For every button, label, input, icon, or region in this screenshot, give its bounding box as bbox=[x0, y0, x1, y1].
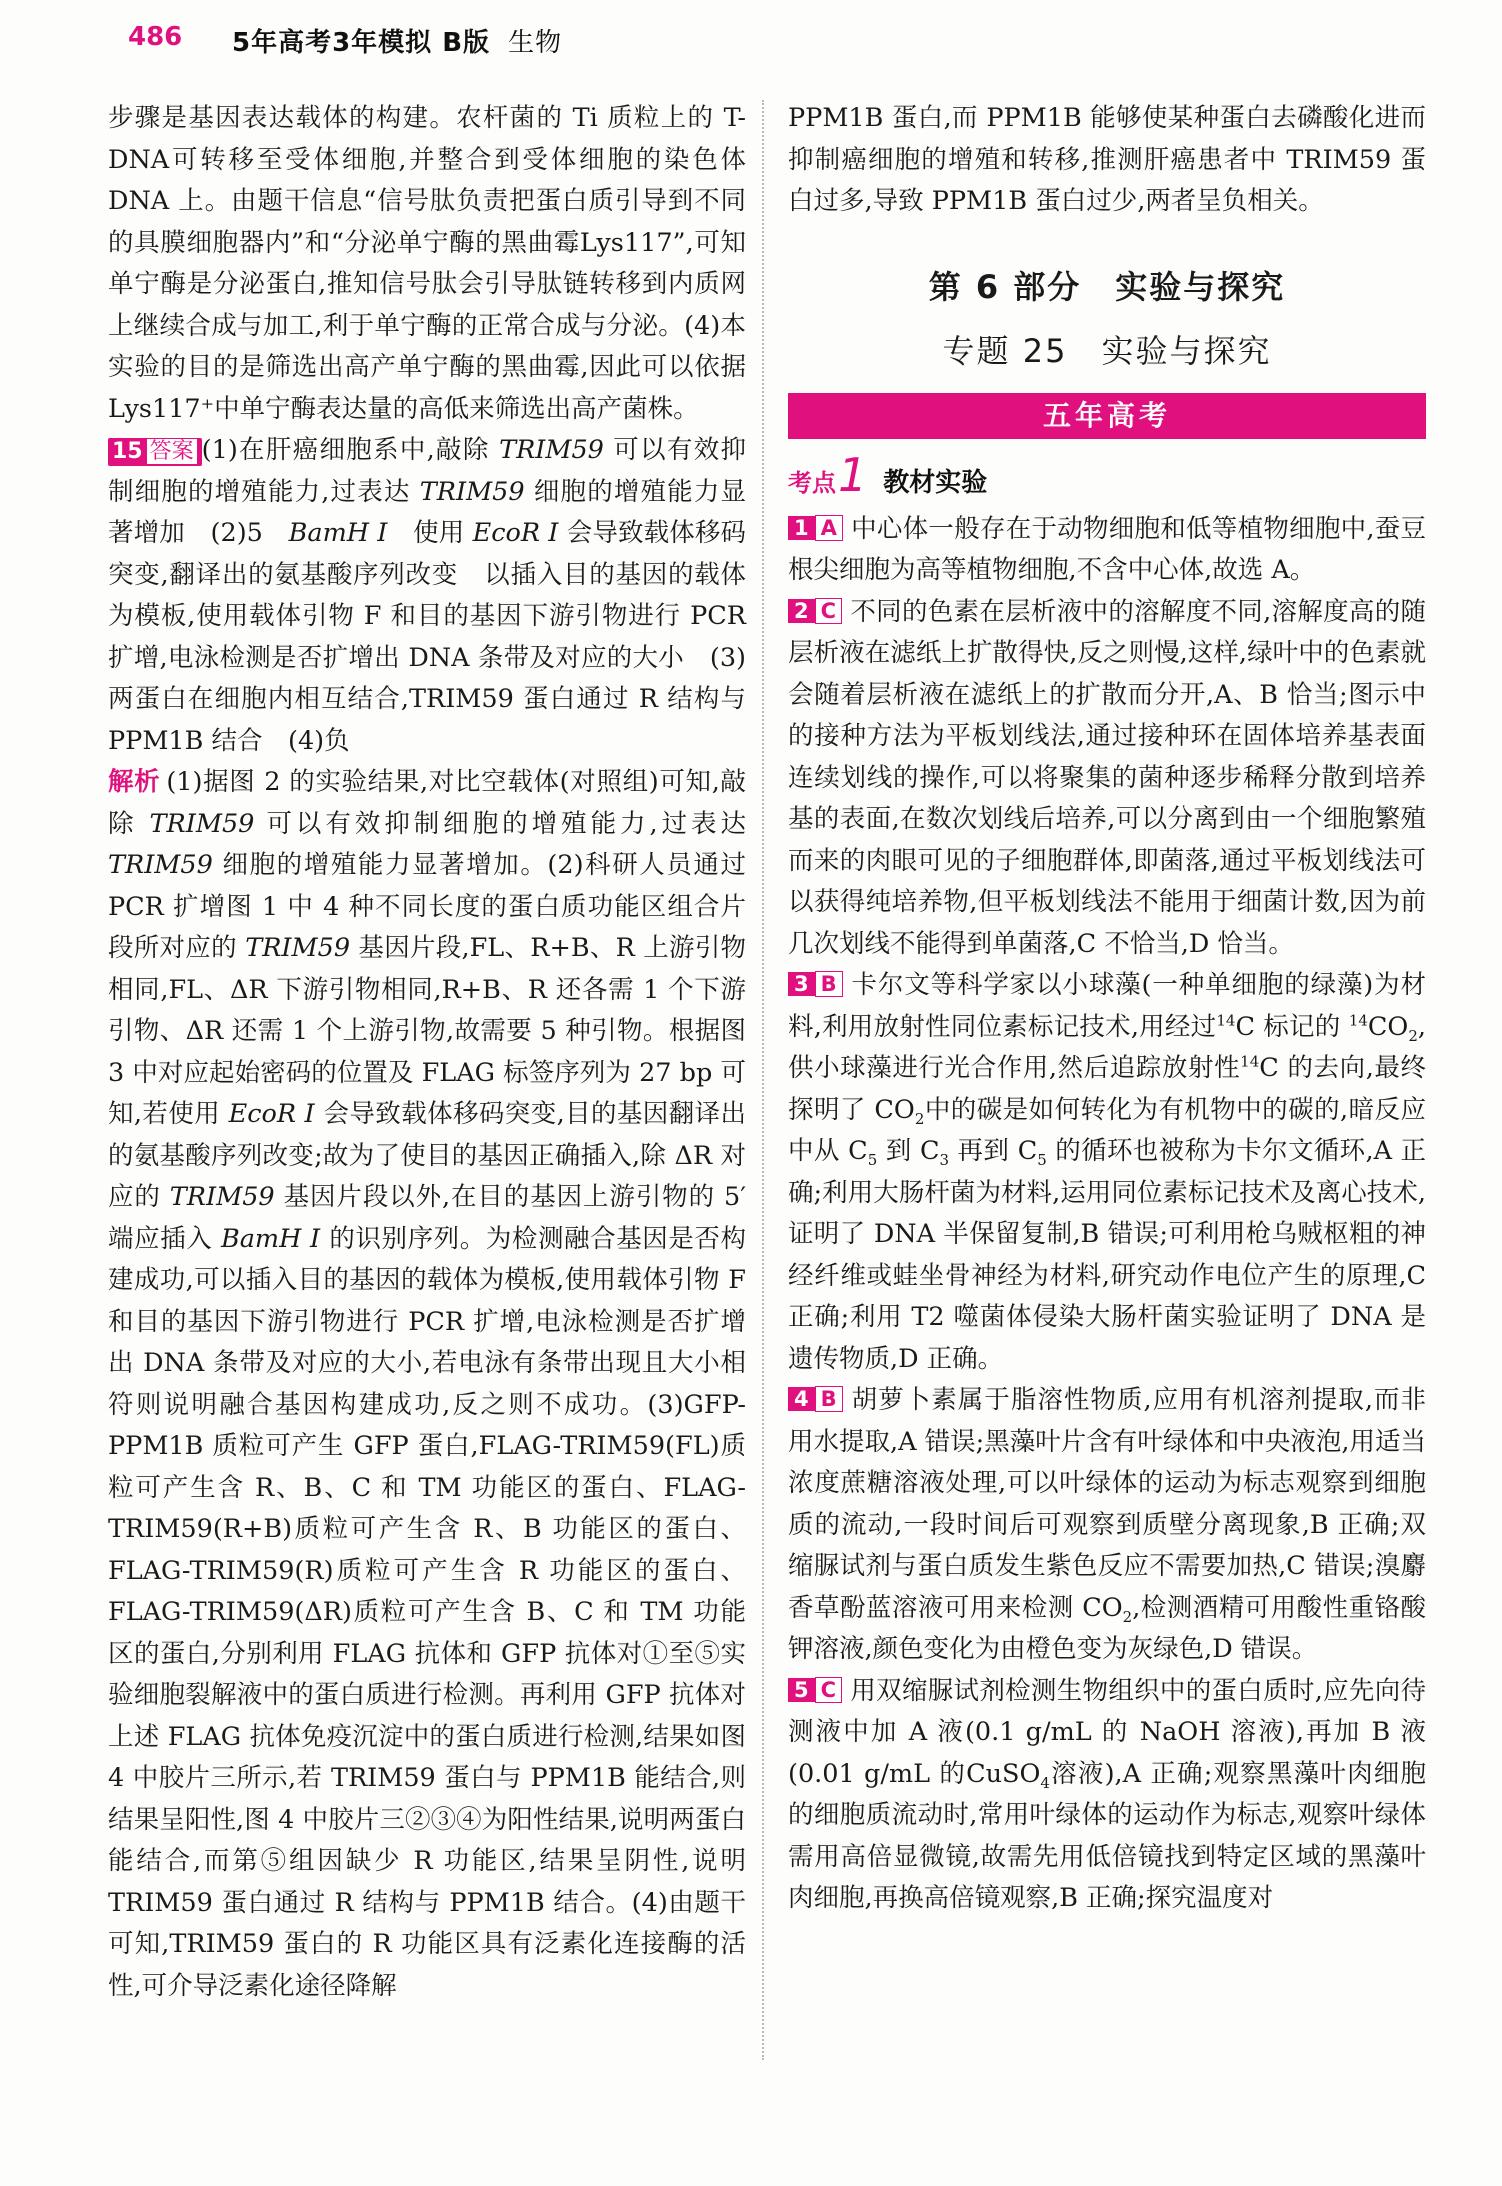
topic-title: 专题 25 实验与探究 bbox=[942, 331, 1272, 370]
subject: 生物 bbox=[508, 28, 563, 58]
question-tag: 3 B bbox=[788, 971, 843, 997]
page-number: 486 bbox=[128, 22, 183, 52]
answer-15: 15 答案 (1)在肝癌细胞系中,敲除 TRIM59 可以有效抑制细胞的增殖能力,过表达 TRIM59 细胞的增殖能力显著增加 (2)5 BamH Ⅰ 使用 EcoR Ⅰ 会导致载体移码突变,翻译出的氨基酸序列改变 以插入目的基因的载体为模板,使用载体引物 F 和目的基因下游引物进行 PCR 扩增,电泳检测是否扩增出 DNA 条带及对应的大小 (3)两蛋白在细胞内相互结合,TRIM59 蛋白通过 R 结构与 PPM1B 结合 (4)负 bbox=[108, 435, 747, 756]
question-3: 3 B 卡尔文等科学家以小球藻(一种单细胞的绿藻)为材料,利用放射性同位素标记技术,用经过$^{14}$C 标记的 $^{14}CO_2$,供小球藻进行光合作用,然后追踪放射性$^{14}$C 的去向,最终探明了 $CO_2$中的碳是如何转化为有机物中的碳的,暗反应中从 $C_5$ 到 $C_3$ 再到 $C_5$ 的循环也被称为卡尔文循环,A 正确;利用大肠杆菌为材料,运用同位素标记技术及离心技术,证明了 DNA 半保留复制,B 错误;可利用枪乌贼枢粗的神经纤维或蛙坐骨神经为材料,研究动作电位产生的原理,C 正确;利用 T2 噬菌体侵染大肠杆菌实验证明了 DNA 是遗传物质,D 正确。 bbox=[788, 970, 1426, 1374]
analysis-tag: 解析 bbox=[108, 767, 161, 797]
question-tag: 5 C bbox=[788, 1677, 842, 1703]
section-bar: 五年高考 bbox=[788, 393, 1426, 439]
question-tag: 1 A bbox=[788, 515, 843, 541]
paragraph: PPM1B 蛋白,而 PPM1B 能够使某种蛋白去磷酸化进而抑制癌细胞的增殖和转移,推测肝癌患者中 TRIM59 蛋白过多,导致 PPM1B 蛋白过少,两者呈负相关。 bbox=[788, 103, 1426, 216]
book-title: 5年高考3年模拟 B版 生物 bbox=[232, 28, 563, 58]
page-header bbox=[0, 0, 1502, 78]
question-tag: 2 C bbox=[788, 598, 842, 624]
paragraph: 步骤是基因表达载体的构建。农杆菌的 Ti 质粒上的 T-DNA可转移至受体细胞,并整合到受体细胞的染色体 DNA 上。由题干信息“信号肽负责把蛋白质引导到不同的具膜细胞器内”和“分泌单宁酶的黑曲霉Lys117”,可知单宁酶是分泌蛋白,推知信号肽会引导肽链转移到内质网上继续合成与加工,利于单宁酶的正常合成与分泌。(4)本实验的目的是筛选出高产单宁酶的黑曲霉,因此可以依据 Lys117⁺中单宁酶表达量的高低来筛选出高产菌株。 bbox=[108, 103, 746, 424]
left-column bbox=[108, 98, 746, 2007]
answer-tag: 15 答案 bbox=[108, 438, 202, 466]
question-2: 2 C 不同的色素在层析液中的溶解度不同,溶解度高的随层析液在滤纸上扩散得快,反之则慢,这样,绿叶中的色素就会随着层析液在滤纸上的扩散而分开,A、B 恰当;图示中的接种方法为平板划线法,通过接种环在固体培养基表面连续划线的操作,可以将聚集的菌种逐步稀释分散到培养基的表面,在数次划线后培养,可以分离到由一个细胞繁殖而来的肉眼可见的子细胞群体,即菌落,通过平板划线法可以获得纯培养物,但平板划线法不能用于细菌计数,因为前几次划线不能得到单菌落,C 不恰当,D 恰当。 bbox=[788, 596, 1426, 959]
analysis-15: 解析 (1)据图 2 的实验结果,对比空载体(对照组)可知,敲除 TRIM59 可以有效抑制细胞的增殖能力,过表达 TRIM59 细胞的增殖能力显著增加。(2)科研人员通过 PCR 扩增图 1 中 4 种不同长度的蛋白质功能区组合片段所对应的 TRIM59 基因片段,FL、R+B、R 上游引物相同,FL、ΔR 下游引物相同,R+B、R 还各需 1 个下游引物、ΔR 还需 1 个上游引物,故需要 5 种引物。根据图 3 中对应起始密码的位置及 FLAG 标签序列为 27 bp 可知,若使用 EcoR Ⅰ 会导致载体移码突变,目的基因翻译出的氨基酸序列改变;故为了使目的基因正确插入,除 ΔR 对应的 TRIM59 基因片段以外,在目的基因上游引物的 5′端应插入 BamH Ⅰ 的识别序列。为检测融合基因是否构建成功,可以插入目的基因的载体为模板,使用载体引物 F 和目的基因下游引物进行 PCR 扩增,电泳检测是否扩增出 DNA 条带及对应的大小,若电泳有条带出现且大小相符则说明融合基因构建成功,反之则不成功。(3)GFP-PPM1B 质粒可产生 GFP 蛋白,FLAG-TRIM59(FL)质粒可产生含 R、B、C 和 TM 功能区的蛋白、FLAG-TRIM59(R+B)质粒可产生含 R、B 功能区的蛋白、FLAG-TRIM59(R)质粒可产生含 R 功能区的蛋白、FLAG-TRIM59(ΔR)质粒可产生含 B、C 和 TM 功能区的蛋白,分别利用 FLAG 抗体和 GFP 抗体对①至⑤实验细胞裂解液中的蛋白质进行检测。再利用 GFP 抗体对上述 FLAG 抗体免疫沉淀中的蛋白质进行检测,结果如图 4 中胶片三所示,若 TRIM59 蛋白与 PPM1B 能结合,则结果呈阳性,图 4 中胶片三②③④为阳性结果,说明两蛋白能结合,而第⑤组因缺少 R 功能区,结果呈阴性,说明 TRIM59 蛋白通过 R 结构与 PPM1B 结合。(4)由题干可知,TRIM59 蛋白的 R 功能区具有泛素化连接酶的活性,可介导泛素化途径降解 bbox=[108, 767, 747, 2001]
question-1: 1 A 中心体一般存在于动物细胞和低等植物细胞中,蚕豆根尖细胞为高等植物细胞,不含中心体,故选 A。 bbox=[788, 513, 1426, 585]
question-tag: 4 B bbox=[788, 1386, 843, 1412]
kaodian-heading: 考点1 教材实验 bbox=[788, 447, 988, 502]
column-divider bbox=[762, 100, 764, 2060]
question-5: 5 C 用双缩脲试剂检测生物组织中的蛋白质时,应先向待测液中加 A 液(0.1 g/mL 的 NaOH 溶液),再加 B 液(0.01 g/mL 的CuSO$_4$溶液),A 正确;观察黑藻叶肉细胞的细胞质流动时,常用叶绿体的运动作为标志,观察叶绿体需用高倍显微镜,故需先用低倍镜找到特定区域的黑藻叶肉细胞,再换高倍镜观察,B 正确;探究温度对 bbox=[788, 1675, 1427, 1913]
right-column bbox=[788, 98, 1426, 1920]
question-4: 4 B 胡萝卜素属于脂溶性物质,应用有机溶剂提取,而非用水提取,A 错误;黑藻叶片含有叶绿体和中央液泡,用适当浓度蔗糖溶液处理,可以叶绿体的运动为标志观察到细胞质的流动,一段时间后可观察到质壁分离现象,B 正确;双缩脲试剂与蛋白质发生紫色反应不需要加热,C 错误;溴麝香草酚蓝溶液可用来检测 $CO_2$,检测酒精可用酸性重铬酸钾溶液,颜色变化为由橙色变为灰绿色,D 错误。 bbox=[788, 1385, 1426, 1664]
part-title: 第 6 部分 实验与探究 bbox=[928, 267, 1286, 306]
